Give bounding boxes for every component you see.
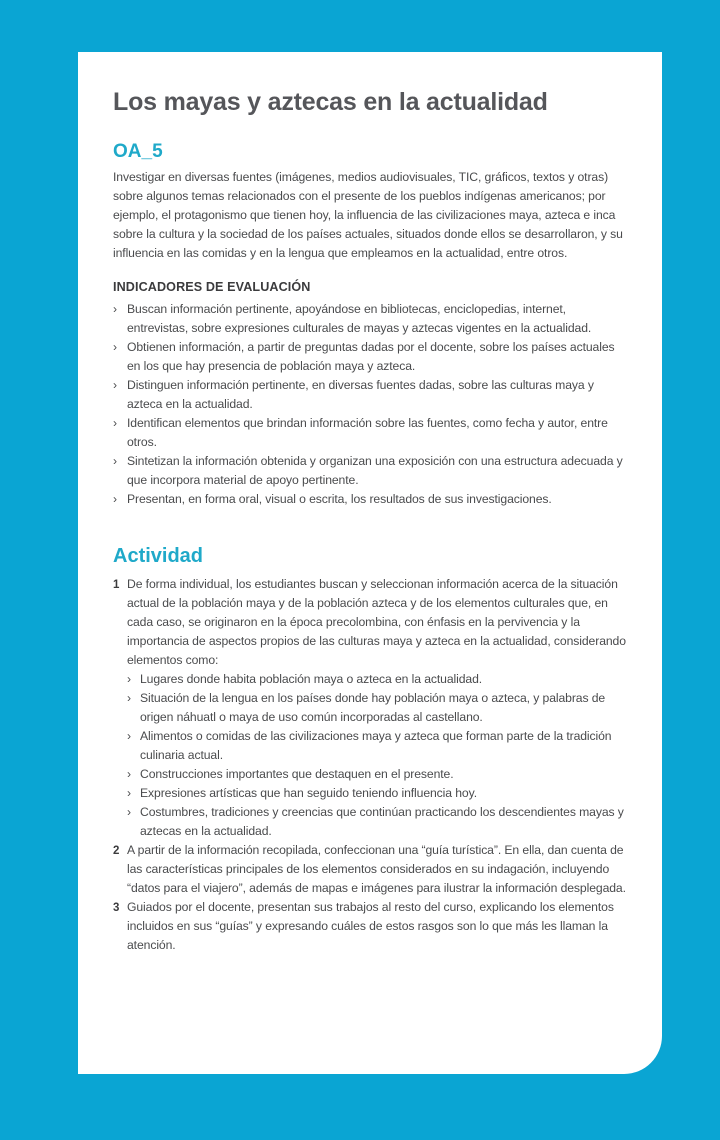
activity-step: [113, 575, 626, 841]
bullet-marker: ›: [113, 492, 117, 506]
bullet-marker: ›: [127, 691, 131, 705]
subitem: [127, 803, 626, 841]
indicator-text: Obtienen información, a partir de preguntas dadas por el docente, sobre los países actuales en los que hay presencia de población maya y azteca.: [127, 340, 615, 373]
bullet-marker: ›: [113, 416, 117, 430]
activity-steps: [113, 575, 626, 955]
subitem: [127, 765, 626, 784]
bullet-marker: ›: [113, 378, 117, 392]
step-text: Guiados por el docente, presentan sus trabajos al resto del curso, explicando los elementos incluidos en sus “guías” y expresando cuáles de estos rasgos son lo que más les llaman la atención.: [127, 900, 614, 952]
oa-description: Investigar en diversas fuentes (imágenes, medios audiovisuales, TIC, gráficos, textos y otras) sobre algunos temas relacionados con el presente de los pueblos indígenas americanos; por ejemplo, el protagonismo que tienen hoy, la influencia de las civilizaciones maya, azteca e inca sobre la cultura y la sociedad de los países actuales, situados donde ellos se desarrollaron, y su influencia en las comidas y en la lengua que empleamos en la actualidad, entre otros.: [113, 170, 623, 260]
activity-step: [113, 841, 626, 898]
document-card: [78, 52, 662, 1074]
oa-heading: OA_5: [113, 141, 163, 162]
subitem: [127, 784, 626, 803]
bullet-marker: ›: [113, 302, 117, 316]
indicator-text: Buscan información pertinente, apoyándose en bibliotecas, enciclopedias, internet, entrevistas, sobre expresiones culturales de mayas y aztecas vigentes en la actualidad.: [127, 302, 592, 335]
step-content: [127, 575, 626, 841]
subitem-text: Alimentos o comidas de las civilizaciones maya y azteca que forman parte de la tradición culinaria actual.: [140, 729, 612, 762]
indicator-text: Distinguen información pertinente, en diversas fuentes dadas, sobre las culturas maya y azteca en la actualidad.: [127, 378, 594, 411]
indicator-item: [113, 490, 626, 509]
bullet-marker: ›: [113, 340, 117, 354]
indicators-list: [113, 300, 626, 509]
bullet-marker: ›: [113, 454, 117, 468]
indicators-heading: INDICADORES DE EVALUACIÓN: [113, 280, 311, 294]
indicator-text: Sintetizan la información obtenida y organizan una exposición con una estructura adecuada y que incorpora material de apoyo pertinente.: [127, 454, 623, 487]
bullet-marker: ›: [127, 767, 131, 781]
subitem: [127, 670, 626, 689]
subitem-text: Expresiones artísticas que han seguido teniendo influencia hoy.: [140, 786, 477, 800]
bullet-marker: ›: [127, 786, 131, 800]
bullet-marker: ›: [127, 729, 131, 743]
subitem: [127, 689, 626, 727]
indicator-text: Identifican elementos que brindan información sobre las fuentes, como fecha y autor, entre otros.: [127, 416, 608, 449]
activity-heading: Actividad: [113, 545, 204, 567]
step-number: 2: [113, 845, 120, 857]
indicator-text: Presentan, en forma oral, visual o escrita, los resultados de sus investigaciones.: [127, 492, 552, 506]
indicator-item: [113, 452, 626, 490]
step-content: [127, 898, 626, 955]
indicator-item: [113, 414, 626, 452]
step-number: 1: [113, 579, 120, 591]
step-subitems: [127, 670, 626, 841]
activity-step: [113, 898, 626, 955]
subitem-text: Costumbres, tradiciones y creencias que continúan practicando los descendientes mayas y aztecas en la actualidad.: [140, 805, 624, 838]
indicator-item: [113, 376, 626, 414]
step-content: [127, 841, 626, 898]
step-text: De forma individual, los estudiantes buscan y seleccionan información acerca de la situación actual de la población maya y de la población azteca y de los elementos culturales que, en cada caso, se originaron en la época precolombina, con énfasis en la pervivencia y la importancia de aspectos propios de las culturas maya y azteca en la actualidad, considerando elementos como:: [127, 577, 626, 667]
bullet-marker: ›: [127, 672, 131, 686]
subitem-text: Lugares donde habita población maya o azteca en la actualidad.: [140, 672, 483, 686]
subitem: [127, 727, 626, 765]
indicator-item: [113, 338, 626, 376]
bullet-marker: ›: [127, 805, 131, 819]
page-title: Los mayas y aztecas en la actualidad: [113, 88, 548, 116]
subitem-text: Construcciones importantes que destaquen en el presente.: [140, 767, 454, 781]
step-text: A partir de la información recopilada, confeccionan una “guía turística”. En ella, dan cuenta de las características principales de los elementos considerados en su indagación, incluyendo “datos para el viajero”, además de mapas e imágenes para ilustrar la información desplegada.: [127, 843, 626, 895]
indicator-item: [113, 300, 626, 338]
step-number: 3: [113, 902, 120, 914]
subitem-text: Situación de la lengua en los países donde hay población maya o azteca, y palabras de origen náhuatl o maya de uso común incorporadas al castellano.: [140, 691, 606, 724]
